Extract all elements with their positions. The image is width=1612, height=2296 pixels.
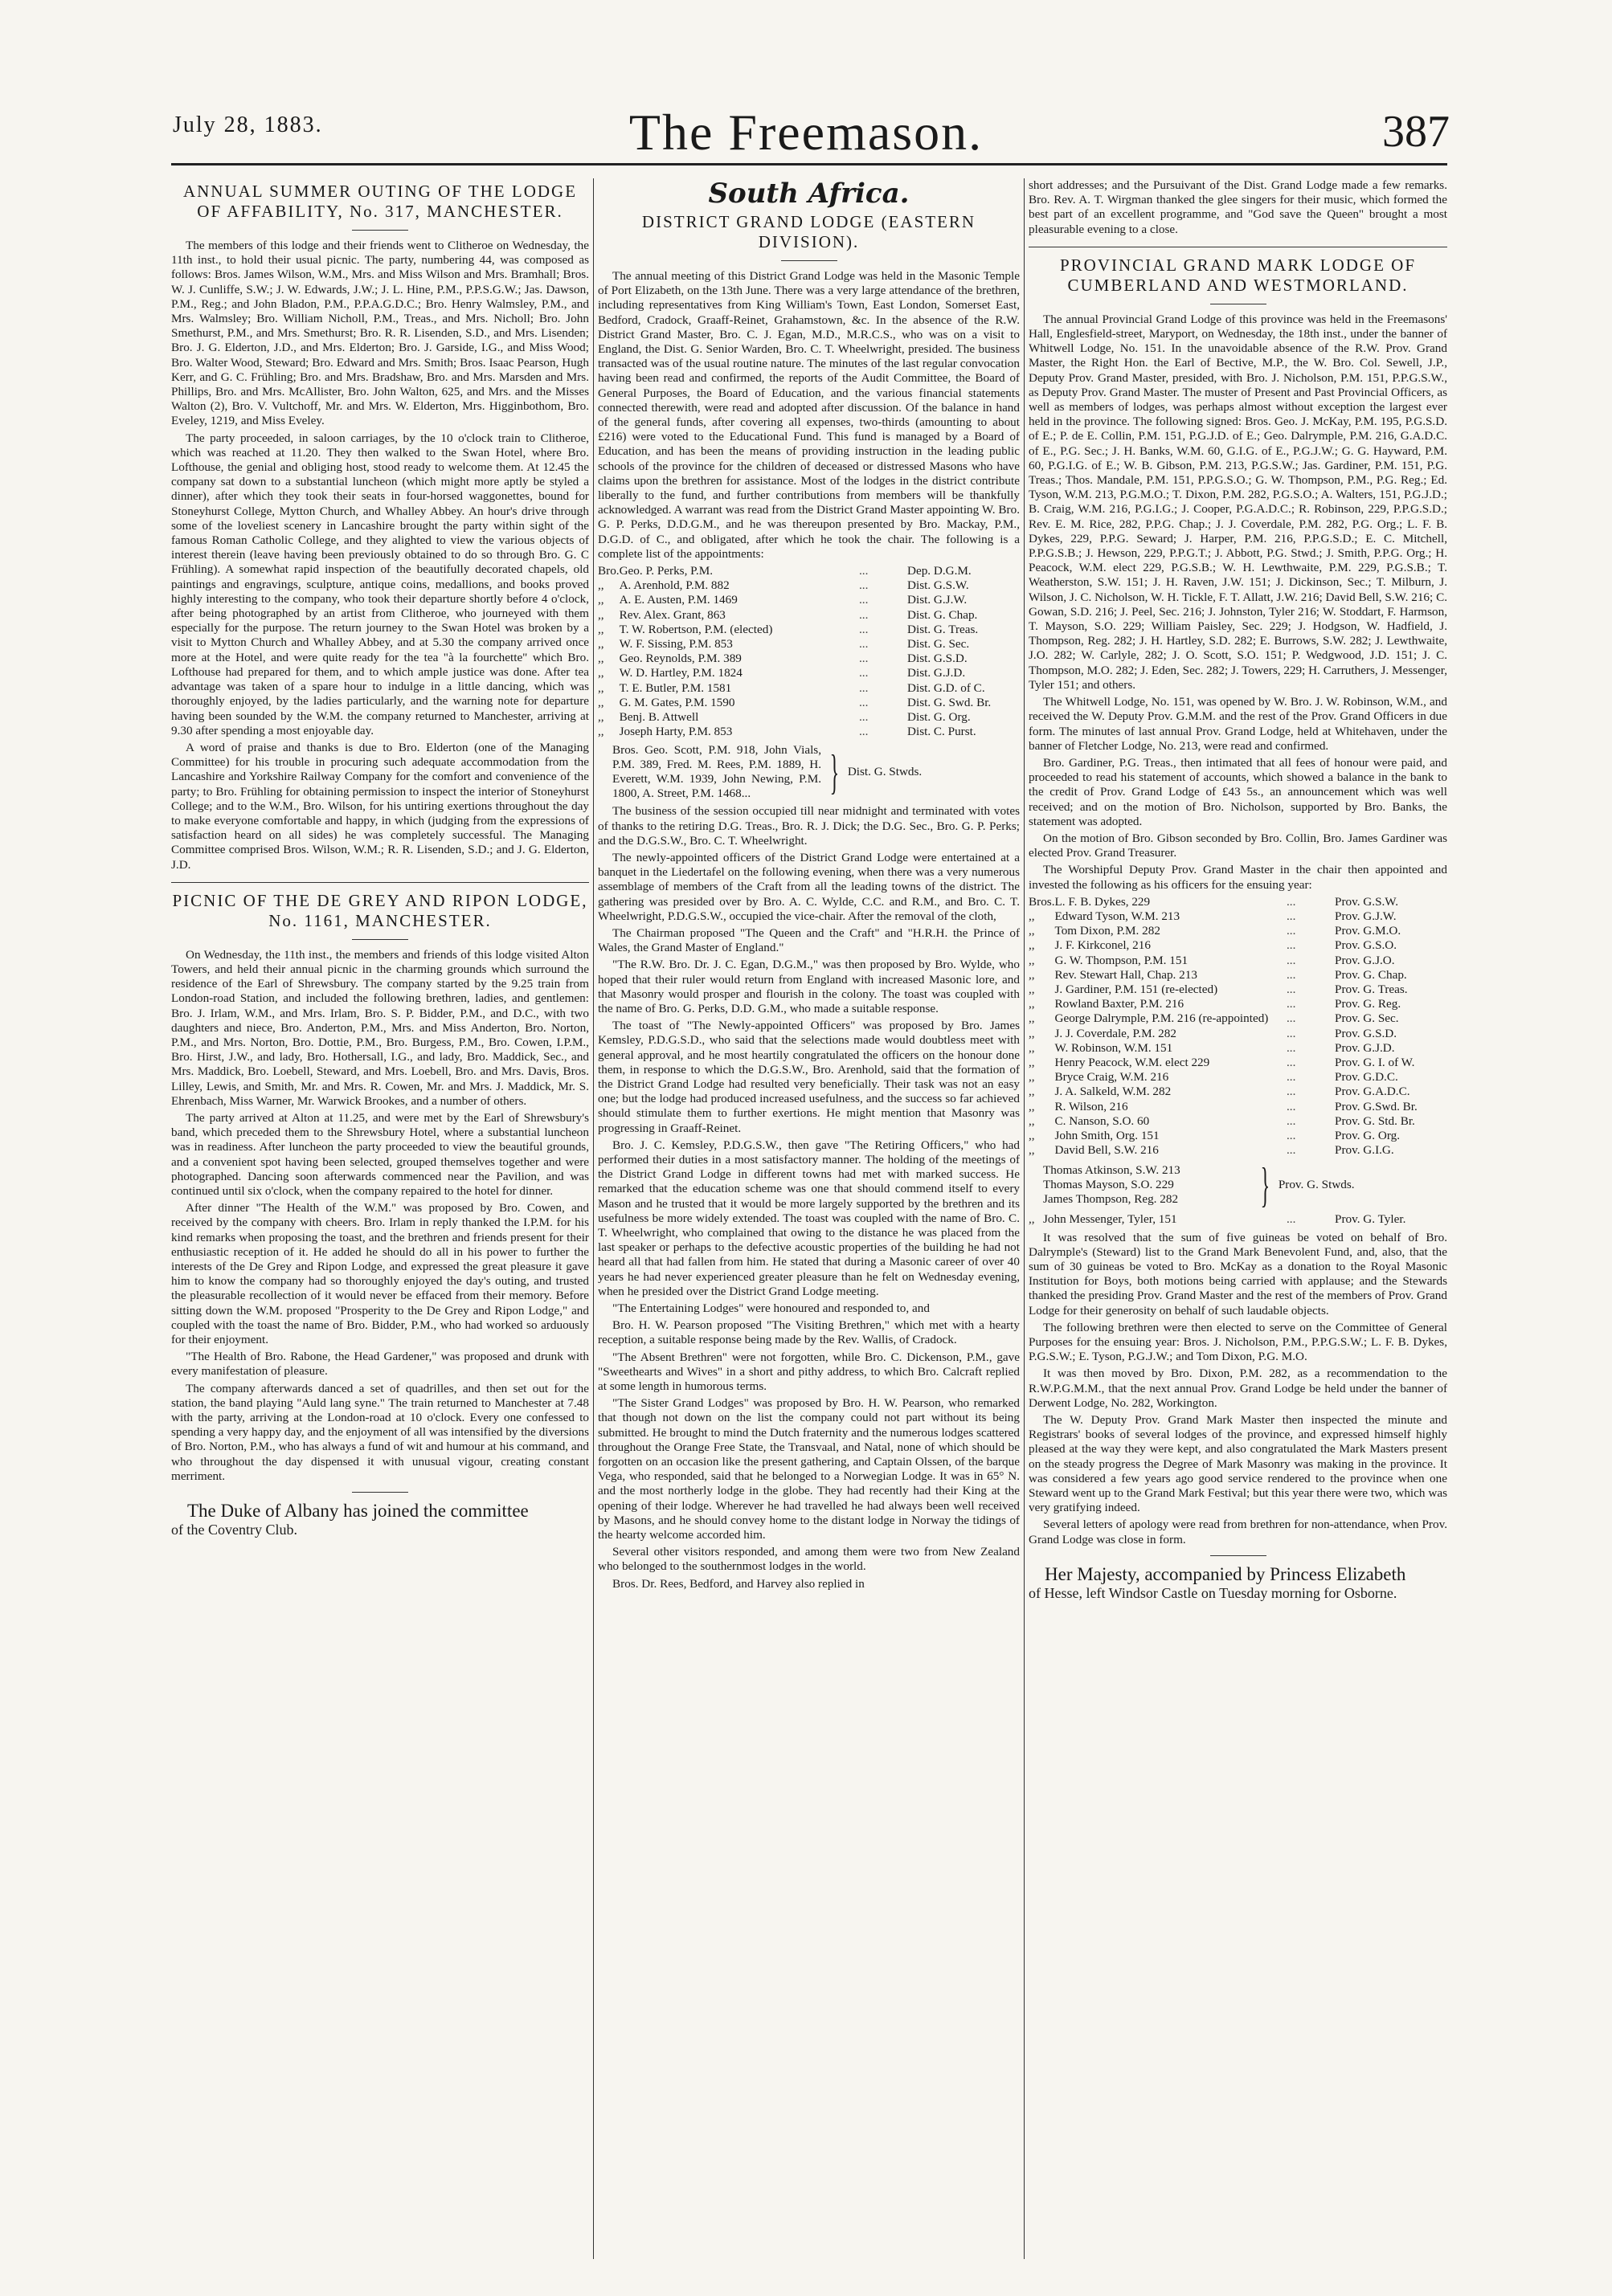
office-title: Dist. G. Swd. Br. bbox=[907, 695, 992, 709]
row-prefix: ,, bbox=[1029, 1212, 1035, 1227]
separator bbox=[352, 230, 408, 231]
leader-dots: ... bbox=[859, 593, 869, 607]
article-body bbox=[598, 804, 1020, 1591]
appointment-row bbox=[1029, 997, 1447, 1011]
paragraph: It was resolved that the sum of five guineas be voted on behalf of Bro. Dalrymple's (Steward) list to the Grand Mark Benevolent Fund, and, also, that the sum of 30 guineas be voted to Bro. McKay as a donation to the Royal Masonic Institution for Boys, both motions being carried with applause; and the Stewards thanked the presiding Prov. Grand Master and the rest of the members of Prov. Grand Lodge for their generosity on behalf of such laudable objects. bbox=[1029, 1230, 1447, 1318]
article-body bbox=[1029, 1231, 1447, 1547]
appointment-row bbox=[1029, 1056, 1447, 1070]
leader-dots: ... bbox=[859, 578, 869, 593]
column-divider bbox=[1024, 178, 1025, 2259]
column-divider bbox=[593, 178, 594, 2259]
office-title: Prov. G.J.D. bbox=[1335, 1040, 1395, 1055]
column-middle bbox=[598, 178, 1020, 2267]
tyler-entry bbox=[1029, 1212, 1447, 1227]
leader-dots: ... bbox=[859, 666, 869, 680]
paragraph: Bro. H. W. Pearson proposed "The Visiting Brethren," which met with a hearty reception, a suitable response being made by the Rev. Wallis, of Cradock. bbox=[598, 1318, 1020, 1347]
page-number: 387 bbox=[1382, 107, 1450, 157]
stewards-names bbox=[1043, 1163, 1252, 1207]
paragraph: "The Health of Bro. Rabone, the Head Gardener," was proposed and drunk with every manifestation of pleasure. bbox=[171, 1350, 589, 1379]
office-title: Dist. G.D. of C. bbox=[907, 680, 985, 695]
paragraph: short addresses; and the Pursuivant of the Dist. Grand Lodge made a few remarks. Bro. Rev. A. T. Wirgman thanked the glee singers for their music, which formed the best part of an excellent programme, and "God save the Queen" brought a most pleasurable evening to a close. bbox=[1029, 178, 1447, 236]
office-title: Prov. G. Org. bbox=[1335, 1128, 1401, 1142]
header-rule bbox=[171, 163, 1447, 165]
row-prefix: ,, bbox=[1029, 1055, 1035, 1069]
office-title: Dist. G. Org. bbox=[907, 710, 971, 725]
appointment-row bbox=[1029, 1100, 1447, 1114]
leader-dots: ... bbox=[1287, 894, 1296, 909]
row-prefix: ,, bbox=[1029, 924, 1035, 938]
leader-dots: ... bbox=[1287, 997, 1296, 1011]
leader-dots: ... bbox=[1287, 967, 1296, 982]
appointment-row bbox=[598, 652, 1020, 666]
paragraph: Bro. J. C. Kemsley, P.D.G.S.W., then gave "The Retiring Officers," who had performed their duties in a most satisfactory manner. The holding of the meetings of the District Grand Lodge in different towns had met with marked success. He remarked that the education scheme was one that should commend itself to every Mason and he trusted that it would be more largely supported by the brethren and its usefulness be more widely extended. The toast was coupled with the name of Bro. C. T. Wheelwright, who complained that owing to the distance he was placed from the last speaker or perhaps to the defective acoustic properties of the building he had not heard all that had fallen from him. He stated that during a Masonic career of over 40 years he had never experienced greater pleasure than he felt on Wednesday evening, when he presided over the District Grand Lodge meeting. bbox=[598, 1138, 1020, 1298]
news-note-tail: of the Coventry Club. bbox=[171, 1522, 297, 1538]
officer-name: Geo. Reynolds, P.M. 389 bbox=[619, 652, 742, 666]
steward-name: James Thompson, Reg. 282 bbox=[1043, 1192, 1179, 1207]
row-prefix: ,, bbox=[1029, 909, 1035, 923]
row-prefix: ,, bbox=[598, 710, 604, 725]
officer-name: W. F. Sissing, P.M. 853 bbox=[619, 637, 733, 652]
leader-dots: ... bbox=[1287, 982, 1296, 996]
office-title: Prov. G.M.O. bbox=[1335, 924, 1401, 938]
row-prefix: ,, bbox=[1029, 1143, 1035, 1158]
office-title: Prov. G. Tyler. bbox=[1335, 1212, 1406, 1227]
row-prefix: ,, bbox=[1029, 1026, 1035, 1040]
row-prefix: ,, bbox=[1029, 997, 1035, 1011]
separator bbox=[352, 1492, 408, 1493]
row-prefix: Bros. bbox=[1029, 894, 1055, 909]
leader-dots: ... bbox=[859, 622, 869, 636]
office-title: Prov. G. Sec. bbox=[1335, 1011, 1399, 1026]
appointment-row bbox=[1029, 1143, 1447, 1158]
leader-dots: ... bbox=[1287, 1085, 1296, 1099]
row-prefix: ,, bbox=[1029, 1113, 1035, 1128]
leader-dots: ... bbox=[1287, 1011, 1296, 1026]
article-title: PROVINCIAL GRAND MARK LODGE OF CUMBERLAND AND WESTMORLAND. bbox=[1059, 255, 1417, 295]
appointment-row bbox=[598, 578, 1020, 593]
officer-name: Tom Dixon, P.M. 282 bbox=[1054, 924, 1160, 938]
row-prefix: ,, bbox=[1029, 1099, 1035, 1113]
paragraph: After dinner "The Health of the W.M." was proposed by Bro. Cowen, and received by the company with cheers. Bro. Irlam in reply thanked the I.P.M. for his kind remarks when proposing the toast, and the brethren and friends present for their enthusiastic reception of it. He added he should do all in his power to further the interests of the De Grey and Ripon Lodge, and expressed the great pleasure it gave him to know the company had so thoroughly enjoyed the day's outing, and trusted the pleasurable recollection of it would never be effaced from their memory. Before sitting down the W.M. proposed "Prosperity to the De Grey and Ripon Lodge," and coupled with the toast the name of Bro. Bidder, P.M., who had worked so arduously for their enjoyment. bbox=[171, 1201, 589, 1347]
leader-dots: ... bbox=[859, 637, 869, 652]
officer-name: J. Gardiner, P.M. 151 (re-elected) bbox=[1054, 982, 1218, 996]
leader-dots: ... bbox=[1287, 1070, 1296, 1085]
paragraph: Bro. Gardiner, P.G. Treas., then intimated that all fees of honour were paid, and proceeded to read his statement of accounts, which showed a balance in the bank to the credit of Prov. Grand Lodge of £43 5s., an announcement which was well received; and on the motion of Bro. Nicholson, supported by Bro. Banks, the statement was adopted. bbox=[1029, 755, 1447, 828]
row-prefix: ,, bbox=[598, 578, 604, 593]
paragraph: The business of the session occupied till near midnight and terminated with votes of thanks to the retiring D.G. Treas., Bro. R. J. Dick; the D.G. Sec., Bro. G. P. Perks; and the D.G.S.W., Bro. C. T. Wheelwright. bbox=[598, 804, 1020, 848]
paragraph: The W. Deputy Prov. Grand Mark Master then inspected the minute and Registrars' books of several lodges of the province, and expressed himself highly pleased at the way they were kept, and also congratulated the Mark Masters present on the steady progress the Degree of Mark Masonry was making in the province. It was considered a few years ago good service rendered to the province when one Steward went up to the Grand Mark Festival; but this year there were two, which was very gratifying indeed. bbox=[1029, 1413, 1447, 1515]
leader-dots: ... bbox=[859, 680, 869, 695]
appointment-row bbox=[1029, 909, 1447, 924]
leader-dots: ... bbox=[1287, 1055, 1296, 1069]
row-prefix: ,, bbox=[598, 680, 604, 695]
paragraph: The annual meeting of this District Grand Lodge was held in the Masonic Temple of Port Elizabeth, on the 13th June. There was a very large attendance of the brethren, including representatives from King William's Town, East London, Somerset East, Bedford, Cradock, Graaff-Reinet, Grahamstown, &c. In the absence of the R.W. District Grand Master, Bro. C. J. Egan, M.D., M.R.C.S., who was on a visit to England, the Dist. G. Senior Warden, Bro. C. T. Wheelwright, presided. The business transacted was of the usual routine nature. The minutes of the last regular convocation having been read and confirmed, the reports of the Audit Committee, the Board of General Purposes, the Board of Education, and the various financial statements connected therewith, were read and adopted after discussion. Of the balance in hand of the general funds, after covering all expenses, two-thirds (amounting to about £216) were voted to the Educational Fund. This fund is managed by a Board of Education, and has been the means of providing instruction in the leading public schools of the province for the children of deceased or distressed Masons who have claims upon the brethren for assistance. Most of the lodges in the district contribute liberally to the fund, and further contributions from members will be thankfully acknowledged. A warrant was read from the District Grand Master appointing W. Bro. G. P. Perks, D.D.G.M., and he was thereupon presented by Bro. Mackay, P.M., D.G.D. of C., and obligated, after which he took the chair. The following is a complete list of the appointments: bbox=[598, 269, 1020, 561]
appointment-row bbox=[1029, 1041, 1447, 1056]
article-rule bbox=[171, 882, 589, 883]
officer-name: George Dalrymple, P.M. 216 (re-appointed) bbox=[1054, 1011, 1269, 1026]
appointment-row bbox=[1029, 1011, 1447, 1026]
stewards-entry bbox=[1043, 1158, 1447, 1212]
officers-table bbox=[1029, 895, 1447, 1158]
row-prefix: ,, bbox=[1029, 1085, 1035, 1099]
leader-dots: ... bbox=[1287, 1040, 1296, 1055]
steward-name: Thomas Mayson, S.O. 229 bbox=[1043, 1178, 1174, 1192]
leader-dots: ... bbox=[1287, 1099, 1296, 1113]
steward-name: Thomas Atkinson, S.W. 213 bbox=[1043, 1163, 1180, 1178]
appointment-row bbox=[598, 593, 1020, 607]
leader-dots: ... bbox=[1287, 924, 1296, 938]
office-title: Prov. G. Std. Br. bbox=[1335, 1113, 1415, 1128]
appointment-row bbox=[1029, 924, 1447, 938]
officer-name: A. Arenhold, P.M. 882 bbox=[619, 578, 730, 593]
appointment-row bbox=[598, 564, 1020, 578]
office-title: Dist. G. Treas. bbox=[907, 622, 979, 636]
article-title: DISTRICT GRAND LODGE (EASTERN DIVISION). bbox=[641, 212, 976, 251]
appointments-table bbox=[598, 564, 1020, 739]
row-prefix: ,, bbox=[1029, 953, 1035, 967]
office-title: Prov. G.I.G. bbox=[1335, 1143, 1394, 1158]
article-title: PICNIC OF THE DE GREY AND RIPON LODGE, No. 1161, MANCHESTER. bbox=[172, 890, 588, 930]
paragraph: The Whitwell Lodge, No. 151, was opened by W. Bro. J. W. Robinson, W.M., and received the W. Deputy Prov. G.M.M. and the rest of the Prov. Grand Officers in due form. The minutes of last annual Prov. Grand Lodge, held at Whitehaven, under the banner of Fletcher Lodge, No. 213, were read and confirmed. bbox=[1029, 695, 1447, 753]
office-title: Dist. G.J.W. bbox=[907, 593, 968, 607]
paragraph: Bros. Dr. Rees, Bedford, and Harvey also replied in bbox=[612, 1576, 865, 1591]
officer-name: Rev. Alex. Grant, 863 bbox=[619, 607, 726, 622]
news-note: Her Majesty, accompanied by Princess Elizabeth bbox=[1045, 1563, 1406, 1584]
officer-name: David Bell, S.W. 216 bbox=[1054, 1143, 1159, 1158]
office-title: Dist. G.J.D. bbox=[907, 666, 966, 680]
row-prefix: ,, bbox=[598, 652, 604, 666]
leader-dots: ... bbox=[1287, 1128, 1296, 1142]
office-title: Prov. G.Swd. Br. bbox=[1335, 1099, 1418, 1113]
officer-name: G. M. Gates, P.M. 1590 bbox=[619, 695, 735, 709]
leader-dots: ... bbox=[1287, 938, 1296, 953]
masthead bbox=[0, 0, 1612, 161]
separator bbox=[352, 939, 408, 940]
paragraph: The company afterwards danced a set of quadrilles, and then set out for the station, the band playing "Auld lang syne." The train returned to Manchester at 7.48 with the party, arriving at the London-road at 10 o'clock. Every one confessed to spending a very happy day, and the enjoyment of all was intensified by the diversions of Bro. Norton, P.M., who has always a fund of wit and humour at his command, and who throughout the day dispensed it with unusual vigour, creating constant merriment. bbox=[171, 1381, 589, 1483]
office-title: Prov. G.A.D.C. bbox=[1335, 1085, 1410, 1099]
appointment-row bbox=[598, 666, 1020, 680]
brace-glyph: } bbox=[1260, 1158, 1270, 1212]
office-title: Prov. G. Reg. bbox=[1335, 997, 1401, 1011]
appointment-row bbox=[598, 608, 1020, 623]
office-title: Prov. G.S.W. bbox=[1335, 894, 1399, 909]
row-prefix: ,, bbox=[1029, 982, 1035, 996]
office-title: Prov. G.J.W. bbox=[1335, 909, 1397, 923]
row-prefix: ,, bbox=[1029, 1128, 1035, 1142]
appointment-row bbox=[1029, 1129, 1447, 1143]
office-title: Prov. G. Treas. bbox=[1335, 982, 1408, 996]
row-prefix: ,, bbox=[598, 725, 604, 739]
paragraph: The newly-appointed officers of the District Grand Lodge were entertained at a banquet in the Liedertafel on the following evening, when there was a very numerous assemblage of members of the Craft from all the leading towns of the district. The gathering was presided over by Bro. A. C. Wylde, C.C. and R.M., and Bro. C. T. Wheelwright, P.D.G.S.W., occupied the vice-chair. After the removal of the cloth, bbox=[598, 850, 1020, 923]
leader-dots: ... bbox=[859, 652, 869, 666]
stewards-office: Prov. G. Stwds. bbox=[1278, 1178, 1355, 1192]
article-body bbox=[171, 239, 589, 872]
leader-dots: ... bbox=[1287, 1026, 1296, 1040]
officer-name: Bryce Craig, W.M. 216 bbox=[1054, 1070, 1169, 1085]
officer-name: Edward Tyson, W.M. 213 bbox=[1054, 909, 1180, 923]
separator bbox=[1210, 1555, 1266, 1556]
officer-name: G. W. Thompson, P.M. 151 bbox=[1054, 953, 1189, 967]
newspaper-title: The Freemason. bbox=[628, 104, 984, 161]
column-left bbox=[171, 178, 589, 2267]
appointment-row bbox=[1029, 1114, 1447, 1129]
row-prefix: ,, bbox=[598, 607, 604, 622]
officer-name: Henry Peacock, W.M. elect 229 bbox=[1054, 1055, 1210, 1069]
paragraph: The annual Provincial Grand Lodge of this province was held in the Freemasons' Hall, Englesfield-street, Maryport, on Wednesday, the 18th inst., under the banner of Whitwell Lodge, No. 151. In the unavoidable absence of the R.W. Prov. Grand Master, the Right Hon. the Earl of Bective, M.P., the W. Bro. Col. Sewell, J.P., Deputy Prov. Grand Master, presided, with Bro. J. Nicholson, P.M. 151, P.P.G.S.W., as Deputy Prov. Grand Master. The muster of Present and Past Provincial Officers, as well as members of lodges, was perhaps almost without exception the largest ever held in the province. The following signed: Bros. Geo. J. McKay, P.M. 195, P.G.S.D. of E.; P. de E. Collin, P.M. 151, P.G.J.D. of E.; Geo. Dalrymple, P.M. 216, G.A.D.C. of E., P.G. Sec.; J. H. Banks, W.M. 60, G.I.G. of E., P.G.J.W.; G. G. Hayward, P.M. 60, P.G.I.G. of E.; W. B. Gibson, P.M. 213, P.G.S.W.; Jas. Gardiner, P.M. 151, P.G. Treas.; Thos. Mandale, P.M. 151, P.P.G.S.O.; G. W. Thompson, P.M., P.G. Reg.; Ed. Tyson, W.M. 213, P.G.M.O.; T. Dixon, P.M. 282, P.G.S.O.; A. Walters, 151, P.G.J.D.; B. Craig, W.M. 216, P.G.I.G.; J. Cooper, P.G.A.D.C.; R. Robinson, 229, P.P.G.S.D.; Rev. E. M. Rice, 282, P.P.G. Chap.; J. J. Coverdale, P.M. 282, P.G. Org.; L. F. B. Dykes, 229, P.P.G. Seward; J. Harper, P.M. 216, P.P.G.S.D.; E. C. Mitchell, P.P.G.S.B.; J. Hewson, 229, P.P.G.T.; J. Abbott, P.G. Stwd.; J. Smith, P.P.G. Org.; H. Peacock, W.M. elect 229, P.G.S.B.; W. H. Lewthwaite, P.M. 229, P.G.S.B.; T. Weatherston, S.W. 151; J. H. Raven, J.W. 151; J. Dickinson, Sec.; T. Milburn, J. Wilson, J. C. Nicholson, W. H. Tickle, F. T. Allatt, J.W. 216; David Bell, S.W. 216; C. Gowan, S.D. 216; J. Peel, Sec. 216; J. Johnston, Tyler 216; W. Stoddart, F. Harmson, T. Mayson, S.O. 229; William Paisley, Sec. 229; J. Hodgson, W. Hadfield, J. Thompson, Reg. 282; J. H. Hartley, S.D. 282; E. Burrows, S.W. 282; J. Lewthwaite, J.O. 282; W. Carlyle, 282; J. O. Scott, S.O. 151; P. Wedgwood, J.D. 151; J. C. Thompson, M.O. 282; J. Eden, Sec. 282; J. Towers, 229; H. Carruthers, J. Messenger, Tyler 151; and others. bbox=[1029, 312, 1447, 692]
office-title: Dist. G. Sec. bbox=[907, 637, 970, 652]
paragraph: The toast of "The Newly-appointed Officers" was proposed by Bro. James Kemsley, P.D.G.S.D., who said that the selections made would doubtless meet with general approval, and he most heartily congratulated the officers on the honour done them, in response to which the D.G.S.W., Bro. Arenhold, said that the formation of the District Grand Lodge had resulted very beneficially. Their task was not an easy one; but the lodge had produced increased usefulness, and the success so far achieved should stimulate them to further exertions. He might mention that Masonry was progressing in Graaff-Reinet. bbox=[598, 1019, 1020, 1135]
appointment-row bbox=[1029, 1085, 1447, 1099]
separator bbox=[781, 260, 837, 261]
issue-date: July 28, 1883. bbox=[173, 112, 323, 137]
appointment-row bbox=[598, 637, 1020, 652]
officer-name: Geo. P. Perks, P.M. bbox=[619, 564, 714, 578]
leader-dots: ... bbox=[1287, 1113, 1296, 1128]
officer-name: J. A. Salkeld, W.M. 282 bbox=[1054, 1085, 1172, 1099]
officer-name: L. F. B. Dykes, 229 bbox=[1054, 894, 1151, 909]
article-title: ANNUAL SUMMER OUTING OF THE LODGE OF AFFABILITY, No. 317, MANCHESTER. bbox=[182, 182, 578, 221]
row-prefix: ,, bbox=[1029, 938, 1035, 953]
stewards-office: Dist. G. Stwds. bbox=[847, 764, 923, 778]
office-title: Prov. G.S.D. bbox=[1335, 1026, 1397, 1040]
officer-name: C. Nanson, S.O. 60 bbox=[1054, 1113, 1150, 1128]
article-body bbox=[171, 948, 589, 1484]
officer-name: Rowland Baxter, P.M. 216 bbox=[1054, 997, 1184, 1011]
officer-name: T. W. Robertson, P.M. (elected) bbox=[619, 622, 773, 636]
news-note: The Duke of Albany has joined the committee bbox=[187, 1501, 529, 1522]
paragraph: The party proceeded, in saloon carriages, by the 10 o'clock train to Clitheroe, which was reached at 11.20. They then walked to the Swan Hotel, where Bro. Lofthouse, the genial and obliging host, stood ready to welcome them. At 12.45 the company sat down to a substantial luncheon (which might more aptly be styled a dinner), after which they took their seats in four-horsed waggonettes, bound for Stoneyhurst College, Mytton Church, and Whalley Abbey. An hour's drive through some of the loveliest scenery in Lancashire brought the party within sight of the famous Roman Catholic College, and they alighted to view the various objects of interest therein (leave having been previously obtained to do so through Bro. G. C Frühling). A somewhat rapid inspection of the beautifully decorated chapels, old paintings and engravings, sculpture, antique coins, medallions, and books proved highly interesting to the company, who took their departure shortly before 4 o'clock, after being photographed by an artist from Clitheroe, who journeyed with them especially for the purpose. The return journey to the Swan Hotel was broken by a visit to Mytton Church and Whalley Abbey, and at 5.30 the company arrived once more at the Hotel, and were quite ready for the tea "à la fourchette" which Bro. Lofthouse had prepared for them, and to which ample justice was done. After tea advantage was taken of a spare hour to indulge in a little dancing, which was thoroughly enjoyed, by the ladies particularly, and the warning note for departure having been sounded by the W.M. the company returned to Manchester, arriving at 9.30 after spending a most enjoyable day. bbox=[171, 431, 589, 737]
paragraph: On Wednesday, the 11th inst., the members and friends of this lodge visited Alton Towers, and held their annual picnic in the charming grounds which surround the residence of the Earl of Shrewsbury. The company started by the 9.25 train from London-road Station, and included the following brethren, ladies, and gentlemen: Bro. J. Irlam, W.M., and Mrs. Irlam, Bro. S. P. Bidder, P.M., and D.C., with two daughters and niece, Bro. Anderton, P.M., Mrs. and Miss Anderton, Bro. Norton, P.M., and Mrs. Norton, Bro. Dottie, P.M., Bro. Burgess, P.M., Bro. Cowen, I.P.M., Bro. Hirst, J.W., and lady, Bro. Hothersall, I.G., and lady, Bro. Maddick, Sec., and Mrs. Maddick, Bro. Loebell, Steward, and Mrs. Loebell, Bro. and Mrs. Davis, Bros. Lilley, Lewis, and Smith, Mr. and Mrs. R. Cowen, Mr. and Mrs. J. Maddick, Mr. S. Ehrenbach, Miss Warner, Mr. Warwick Brookes, and a number of others. bbox=[171, 947, 589, 1108]
appointment-row bbox=[598, 681, 1020, 696]
paragraph: Several other visitors responded, and among them were two from New Zealand who belonged to the southernmost lodges in the world. bbox=[598, 1545, 1020, 1574]
paragraph: The Chairman proposed "The Queen and the Craft" and "H.R.H. the Prince of Wales, the Grand Master of England." bbox=[598, 925, 1020, 955]
paragraph: The Worshipful Deputy Prov. Grand Master in the chair then appointed and invested the following as his officers for the ensuing year: bbox=[1029, 863, 1447, 892]
paragraph: A word of praise and thanks is due to Bro. Elderton (one of the Managing Committee) for his trouble in procuring such adequate accommodation from the Lancashire and Yorkshire Railway Company for the comfort and convenience of the party; to Bro. Frühling for obtaining permission to inspect the interior of Stoneyhurst College; and to the W.M., Bro. Wilson, for his untiring exertions throughout the day to make everyone comfortable and happy, in which (judging from the expressions of satisfaction heard on all sides) he was completely successful. The Managing Committee comprised Bros. Wilson, W.M.; R. R. Lisenden, S.D.; and J. G. Elderton, J.D. bbox=[171, 740, 589, 872]
officer-name: A. E. Austen, P.M. 1469 bbox=[619, 593, 738, 607]
leader-dots: ... bbox=[1287, 909, 1296, 923]
office-title: Dist. G.S.W. bbox=[907, 578, 969, 593]
officer-name: John Messenger, Tyler, 151 bbox=[1043, 1212, 1177, 1227]
officer-name: J. F. Kirkconel, 216 bbox=[1054, 938, 1151, 953]
leader-dots: ... bbox=[859, 607, 869, 622]
leader-dots: ... bbox=[1287, 1143, 1296, 1158]
officer-name: Rev. Stewart Hall, Chap. 213 bbox=[1054, 967, 1197, 982]
office-title: Prov. G. Chap. bbox=[1335, 967, 1407, 982]
brace-glyph: } bbox=[829, 745, 840, 799]
officer-name: W. D. Hartley, P.M. 1824 bbox=[619, 666, 743, 680]
leader-dots: ... bbox=[1287, 1212, 1296, 1227]
row-prefix: ,, bbox=[1029, 1070, 1035, 1085]
officer-name: Joseph Harty, P.M. 853 bbox=[619, 725, 733, 739]
officer-name: R. Wilson, 216 bbox=[1054, 1099, 1128, 1113]
officer-name: J. J. Coverdale, P.M. 282 bbox=[1054, 1026, 1176, 1040]
office-title: Prov. G.J.O. bbox=[1335, 953, 1395, 967]
row-prefix: ,, bbox=[598, 637, 604, 652]
leader-dots: ... bbox=[859, 710, 869, 725]
section-heading: South Africa. bbox=[708, 178, 910, 210]
stewards-entry bbox=[612, 743, 1020, 802]
row-prefix: ,, bbox=[1029, 1040, 1035, 1055]
leader-dots: ... bbox=[859, 695, 869, 709]
paragraph: The members of this lodge and their friends went to Clitheroe on Wednesday, the 11th inst., to hold their usual picnic. The party, numbering 44, was composed as follows: Bros. James Wilson, W.M., Mrs. and Miss Wilson and Mrs. Bramhall; Bros. W. J. Cunliffe, S.W.; J. W. Edwards, J.W.; J. L. Hine, P.M., P.P.S.G.W.; Jas. Dawson, P.M., Reg.; and John Bladon, P.M., P.P.A.G.D.C.; Bro. Henry Walmsley, P.M., and Mrs. Walmsley; Bro. William Nicholl, P.M., Treas., and Mrs. Nicholl; Bro. John Smethurst, P.M., and Mrs. Smethurst; Bro. R. R. Lisenden, S.D., and Mrs. Lisenden; Bro. J. G. Elderton, J.D., and Mrs. Elderton; Bro. J. Garside, I.G., and Miss Wood; Bro. Walter Wood, Steward; Bro. Edward and Mrs. Smith; Bros. Isaac Pearson, Hugh Kerr, and G. C. Frühling; Bro. and Mrs. Bradshaw, Bro. and Mrs. Marsden and Mrs. Phillips, Bro. and Mrs. McAllister, Bro. John Walton, 625, and Mrs. and the Misses Walton (2), Bro. V. Vultchoff, Mr. and Mrs. W. Elderton, Mrs. Higginbothom, Bro. Eveley, 1219, and Miss Eveley. bbox=[171, 239, 589, 428]
office-title: Prov. G.D.C. bbox=[1335, 1070, 1398, 1085]
leader-dots: ... bbox=[859, 564, 869, 578]
row-prefix: ,, bbox=[1029, 1011, 1035, 1026]
row-prefix: ,, bbox=[598, 695, 604, 709]
officer-name: W. Robinson, W.M. 151 bbox=[1054, 1040, 1173, 1055]
appointment-row bbox=[1029, 1070, 1447, 1085]
appointment-row bbox=[1029, 968, 1447, 983]
paragraph: The party arrived at Alton at 11.25, and were met by the Earl of Shrewsbury's band, which preceded them to the Shrewsbury Hotel, where a substantial luncheon was in readiness. After luncheon the party proceeded to view the beautiful grounds, and a convenient spot having been selected, grouped themselves together and were photographed. Dancing soon afterwards commenced near the Pavilion, and was continued until six o'clock, when the company repaired to the hotel for dinner. bbox=[171, 1110, 589, 1198]
stewards-names: Bros. Geo. Scott, P.M. 918, John Vials, P.M. 389, Fred. M. Rees, P.M. 1889, H. Everett, W.M. 1939, John Newing, P.M. 1800, A. Street, P.M. 1468... bbox=[612, 742, 821, 801]
office-title: Dist. G. Chap. bbox=[907, 607, 978, 622]
office-title: Dep. D.G.M. bbox=[907, 564, 972, 578]
appointment-row bbox=[598, 710, 1020, 725]
paragraph: It was then moved by Bro. Dixon, P.M. 282, as a recommendation to the R.W.P.G.M.M., that the next annual Prov. Grand Lodge be held under the banner of Derwent Lodge, No. 282, Workington. bbox=[1029, 1367, 1447, 1410]
appointment-row bbox=[598, 696, 1020, 710]
office-title: Dist. C. Purst. bbox=[907, 725, 976, 739]
paragraph: On the motion of Bro. Gibson seconded by Bro. Collin, Bro. James Gardiner was elected Prov. Grand Treasurer. bbox=[1029, 831, 1447, 860]
leader-dots: ... bbox=[859, 725, 869, 739]
officer-name: John Smith, Org. 151 bbox=[1054, 1128, 1160, 1142]
row-prefix: ,, bbox=[598, 622, 604, 636]
officer-name: T. E. Butler, P.M. 1581 bbox=[619, 680, 732, 695]
paragraph: Several letters of apology were read from brethren for non-attendance, when Prov. Grand Lodge was close in form. bbox=[1029, 1518, 1447, 1546]
article-body bbox=[1029, 313, 1447, 893]
appointment-row bbox=[598, 623, 1020, 637]
appointment-row bbox=[1029, 1212, 1447, 1227]
leader-dots: ... bbox=[1287, 953, 1296, 967]
news-note-tail: of Hesse, left Windsor Castle on Tuesday morning for Osborne. bbox=[1029, 1584, 1397, 1601]
row-prefix: ,, bbox=[1029, 967, 1035, 982]
office-title: Prov. G. I. of W. bbox=[1335, 1055, 1415, 1069]
appointment-row bbox=[1029, 954, 1447, 968]
appointment-row bbox=[1029, 1027, 1447, 1041]
paragraph: "The R.W. Bro. Dr. J. C. Egan, D.G.M.," was then proposed by Bro. Wylde, who hoped that their ruler would return from England with increased Masonic lore, and that Masonry would prosper and flourish in the colony. The toast was coupled with the name of Bro. G. Perks, D.D. G.M., who made a suitable response. bbox=[598, 958, 1020, 1015]
paragraph: The following brethren were then elected to serve on the Committee of General Purposes for the ensuing year: Bros. J. Nicholson, P.M., P.P.G.S.W.; L. F. B. Dykes, P.G.S.W.; E. Tyson, P.G.J.W.; and Tom Dixon, P.G. M.O. bbox=[1029, 1320, 1447, 1364]
appointment-row bbox=[1029, 983, 1447, 997]
row-prefix: ,, bbox=[598, 593, 604, 607]
appointment-row bbox=[1029, 895, 1447, 909]
office-title: Prov. G.S.O. bbox=[1335, 938, 1397, 953]
paragraph: "The Entertaining Lodges" were honoured and responded to, and bbox=[612, 1301, 930, 1316]
office-title: Dist. G.S.D. bbox=[907, 652, 968, 666]
column-right bbox=[1029, 178, 1447, 2267]
row-prefix: Bro. bbox=[598, 564, 620, 578]
row-prefix: ,, bbox=[598, 666, 604, 680]
paragraph: "The Sister Grand Lodges" was proposed by Bro. H. W. Pearson, who remarked that though not down on the list the company could not part without its being submitted. He brought to mind the Dutch fraternity and the numerous lodges scattered throughout the Orange Free State, the Transvaal, and Natal, none of which should be forgotten on an occasion like the present gathering, and Captain Olssen, of the barque Vega, who responded, said that he belonged to a Norwegian Lodge. It was in 65° N. and the most northerly lodge in the globe. They had recently had their King at the opening of their lodge. Wherever he had travelled he had always been well received by Masons, and he should convey home to the distant lodge in Norway the tidings of the hearty welcome accorded him. bbox=[598, 1396, 1020, 1542]
appointment-row bbox=[1029, 938, 1447, 953]
paragraph: "The Absent Brethren" were not forgotten, while Bro. C. Dickenson, P.M., gave "Sweethearts and Wives" in a short and pithy address, to which Bro. Calcraft replied at some length in humorous terms. bbox=[598, 1350, 1020, 1394]
appointment-row bbox=[598, 725, 1020, 739]
officer-name: Benj. B. Attwell bbox=[619, 710, 699, 725]
